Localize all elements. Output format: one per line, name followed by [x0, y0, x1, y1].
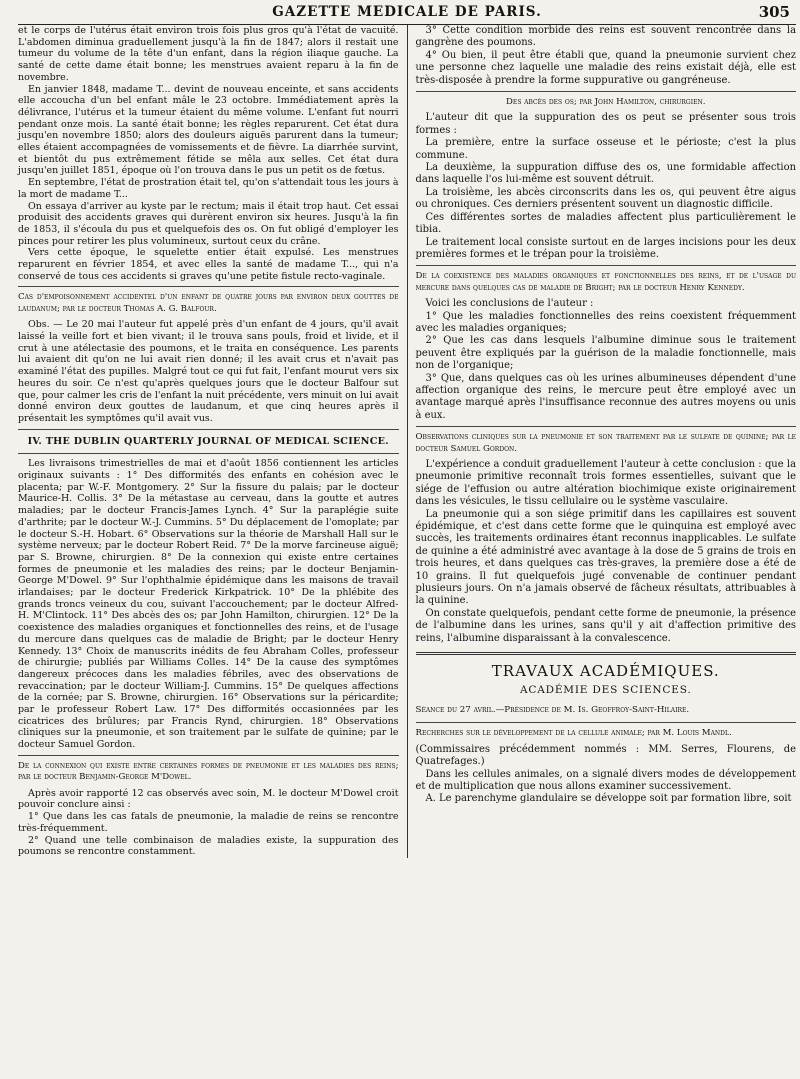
section-divider [18, 429, 399, 430]
paragraph: La deuxième, la suppuration diffuse des os, une formidable affection dans laquelle l'os lui-même est souvent détruit. [415, 162, 796, 186]
paragraph: Dans les cellules animales, on a signalé divers modes de développement et de multiplication que nous allons examiner successivement. [415, 768, 796, 792]
section-heading-connexion: De la connexion qui existe entre certaines formes de pneumonie et les maladies des reins; par le docteur Benjamin-George M'Dowel. [18, 760, 399, 783]
paragraph: 3° Cette condition morbide des reins est souvent rencontrée dans la gangrène des poumons. [415, 25, 796, 49]
section-heading-dublin: IV. THE DUBLIN QUARTERLY JOURNAL OF MEDICAL SCIENCE. [27, 435, 389, 447]
paragraph: A. Le parenchyme glandulaire se développe soit par formation libre, soit [425, 793, 792, 805]
paragraph: L'expérience a conduit graduellement l'auteur à cette conclusion : que la pneumonie primitive reconnaît trois formes essentielles, suivant que le siége de l'effusion ou autre altération biochimique existe originairement dans les vésicules, le tissu cellulaire ou le système vasculaire. [415, 459, 796, 508]
paragraph: et le corps de l'utérus était environ trois fois plus gros qu'à l'état de vacuité. L'abdomen diminua graduellement jusqu'à la fin de 1847; alors il restait une tumeur du volume de la tête d'un enfant, dans la région iliaque gauche. La santé de cette dame était bonne; les menstrues avaient reparu à la fin de novembre. [18, 25, 399, 83]
section-divider [416, 426, 797, 427]
paragraph: 3° Que, dans quelques cas où les urines albumineuses dépendent d'une affection organique des reins, le mercure peut être employé avec un avantage marqué après l'insuffisance reconnue des autres moyens ou unis à eux. [415, 372, 796, 421]
right-column [408, 25, 797, 858]
paragraph: Voici les conclusions de l'auteur : [425, 298, 594, 310]
paragraph: Ces différentes sortes de maladies affectent plus particulièrement le tibia. [415, 211, 796, 236]
paragraph: Vers cette époque, le squelette entier était expulsé. Les menstrues reparurent en février 1854, et avec elles la santé de madame T..., qui n'a conservé de tous ces accidents si graves qu'une petite fistule recto-vaginale. [18, 247, 399, 282]
paragraph: La pneumonie qui a son siége primitif dans les capillaires est souvent épidémique, et c'est dans cette forme que le quinquina est employé avec succès, les traitements ordinaires étant reconnus inapplicables. Le sulfate de quinine a été administré avec avantage à la dose de 5 grains de trois en trois heures, et dans quelques cas très-graves, la première dose a été de 10 grains. Il fut quelquefois jugé convenable de continuer pendant plusieurs jours. On n'a jamais observé de fâcheux résultats, attribuables à la quinine. [415, 508, 796, 607]
two-column-body [18, 25, 796, 858]
paragraph: Obs. — Le 20 mai l'auteur fut appelé près d'un enfant de 4 jours, qu'il avait laissé la veille fort et bien vivant; il le trouva sans pouls, froid et livide, et il crut à une atélectasie des poumons, et le traita en conséquence. Les parents lui avaient dit qu'on ne lui avait rien donné; il les avait crus et n'avait pas examiné l'état des pupilles. Malgré tout ce qui fut fait, l'enfant mourut vers six heures du soir. Ce n'est qu'après quelques jours que le docteur Balfour sut que, pour calmer les cris de l'enfant la nuit précédente, vers minuit on lui avait donné environ deux gouttes de laudanum, et que cinq heures après il présentait les symptômes qu'il avait vus. [18, 319, 399, 424]
section-divider [416, 265, 797, 266]
section-divider [416, 722, 797, 723]
paragraph: 1° Que dans les cas fatals de pneumonie, la maladie de reins se rencontre très-fréquemment. [18, 811, 399, 834]
page-number: 305 [758, 3, 790, 21]
section-heading-abces: Des abcès des os; par John Hamilton, chirurgien. [506, 97, 706, 108]
section-heading-laudanum: Cas d'empoisonnement accidentel d'un enfant de quatre jours par environ deux gouttes de laudanum; par le docteur Thomas A. G. Balfour. [18, 292, 399, 314]
paragraph: 2° Que les cas dans lesquels l'albumine diminue sous le traitement peuvent être expliqués par la guérison de la maladie fonctionnelle, mais non de l'organique; [415, 335, 796, 372]
meeting-line: Séance du 27 avril.—Présidence de M. Is. Geoffroy-Saint-Hilaire. [415, 704, 690, 715]
paragraph: L'auteur dit que la suppuration des os peut se présenter sous trois formes : [415, 112, 796, 136]
paragraph: 4° Ou bien, il peut être établi que, quand la pneumonie survient chez une personne chez laquelle une maladie des reins existait déjà, elle est très-disposée à prendre la forme suppurative ou gangréneuse. [415, 49, 796, 86]
page-header [18, 0, 796, 25]
section-heading-observations: Observations cliniques sur la pneumonie et son traitement par le sulfate de quinine; par le docteur Samuel Gordon. [415, 432, 796, 454]
travaux-academiques-title: TRAVAUX ACADÉMIQUES. [491, 662, 720, 681]
paragraph: La première, entre la surface osseuse et le périoste; c'est la plus commune. [415, 137, 796, 161]
paragraph-article-list: Les livraisons trimestrielles de mai et d'août 1856 contiennent les articles originaux suivants : 1° Des difformités des enfants en cohésion avec le placenta; par W.-F. Montgomery. 2° Sur la fissure du palais; par le docteur Maurice-H. Collis. 3° De la métastase au cerveau, dans la goutte et autres maladies; par le docteur Francis-James Lynch. 4° Sur la paraplégie suite d'arthrite; par le docteur W.-J. Cummins. 5° Du déplacement de l'omoplate; par le docteur S.-H. Hobart. 6° Observations sur la théorie de Marshall Hall sur le système nerveux; par le docteur Robert Reid. 7° De la morve farcineuse aiguë; par S. Browne, chirurgien. 8° De la connexion qui existe entre certaines formes de pneumonie et les maladies des reins; par le docteur Benjamin-George M'Dowel. 9° Sur l'ophthalmie épidémique dans les maisons de travail irlandaises; par le docteur Frederick Kirkpatrick. 10° De la phlébite des grands troncs veineux du cou, suivant l'accouchement; par le docteur Alfred-H. M'Clintock. 11° Des abcès des os; par John Hamilton, chirurgien. 12° De la coexistence des maladies organiques et fonctionnelles des reins, et de l'usage du mercure dans quelques cas de maladie de Bright; par le docteur Henry Kennedy. 13° Choix de manuscrits inédits de feu Abraham Colles, professeur de chirurgie; publiés par Williams Colles. 14° De la cause des symptômes dangereux précoces dans les maladies fébriles, avec des observations de revaccination; par le docteur William-J. Cummins. 15° De quelques affections de la cornée; par S. Browne, chirurgien. 16° Observations sur la péricardite; par le professeur Robert Law. 17° Des difformités occasionnées par les cicatrices des brûlures; par Francis Rynd, chirurgien. 18° Observations cliniques sur la pneumonie, et son traitement par le sulfate de quinine; par le docteur Samuel Gordon. [18, 458, 399, 751]
journal-title: GAZETTE MEDICALE DE PARIS. [272, 4, 542, 20]
section-heading-coexistence: De la coexistence des maladies organiques et fonctionnelles des reins, et de l'usage du mercure dans quelques cas de maladie de Bright; par le docteur Henry Kennedy. [415, 271, 796, 293]
paragraph: En janvier 1848, madame T... devint de nouveau enceinte, et sans accidents elle accoucha d'un bel enfant mâle le 23 octobre. Immédiatement après la délivrance, l'utérus et la tumeur étaient du même volume. L'enfant fut nourri pendant onze mois. La santé était bonne; les règles reparurent. Cet état dura jusqu'en novembre 1850; alors des douleurs aiguës parurent dans la tumeur; elles étaient accompagnées de vomissements et de fièvre. La diarrhée survint, et bientôt du pus extrêmement fétide se mêla aux selles. Cet état dura jusqu'en juillet 1851, époque où l'on trouva dans le pus un petit os de fœtus. [18, 83, 399, 177]
paragraph: (Commissaires précédemment nommés : MM. Serres, Flourens, de Quatrefages.) [415, 743, 796, 768]
section-divider-double [416, 652, 797, 655]
section-divider [416, 91, 797, 92]
paragraph: La troisième, les abcès circonscrits dans les os, qui peuvent être aigus ou chroniques. Ces derniers présentent souvent un diagnostic difficile. [415, 186, 796, 211]
section-divider [18, 453, 399, 454]
paragraph: En septembre, l'état de prostration était tel, qu'on s'attendait tous les jours à la mort de madame T... [18, 177, 399, 200]
academie-des-sciences-title: ACADÉMIE DES SCIENCES. [520, 683, 692, 696]
paragraph: On essaya d'arriver au kyste par le rectum; mais il était trop haut. Cet essai produisit des accidents graves qui durèrent environ six heures. Jusqu'à la fin de 1853, il s'écoula du pus et quelquefois des os. On fut obligé d'employer les pinces pour retirer les plus volumineux, surtout ceux du crâne. [18, 200, 399, 247]
paragraph: 2° Quand une telle combinaison de maladies existe, la suppuration des poumons se rencontre constamment. [18, 834, 399, 858]
paragraph: On constate quelquefois, pendant cette forme de pneumonie, la présence de l'albumine dans les urines, sans qu'il y ait d'affection primitive des reins, l'albumine disparaissant à la convalescence. [415, 607, 796, 644]
section-heading-cellule: Recherches sur le développement de la cellule animale; par M. Louis Mandl. [415, 728, 732, 739]
paragraph: Le traitement local consiste surtout en de larges incisions pour les deux premières formes et le trépan pour la troisième. [415, 236, 796, 260]
section-divider [18, 755, 399, 756]
left-column [18, 25, 408, 858]
paragraph: 1° Que les maladies fonctionnelles des reins coexistent fréquemment avec les maladies organiques; [415, 310, 796, 334]
paragraph: Après avoir rapporté 12 cas observés avec soin, M. le docteur M'Dowel croit pouvoir conclure ainsi : [18, 787, 399, 811]
section-divider [18, 286, 399, 287]
